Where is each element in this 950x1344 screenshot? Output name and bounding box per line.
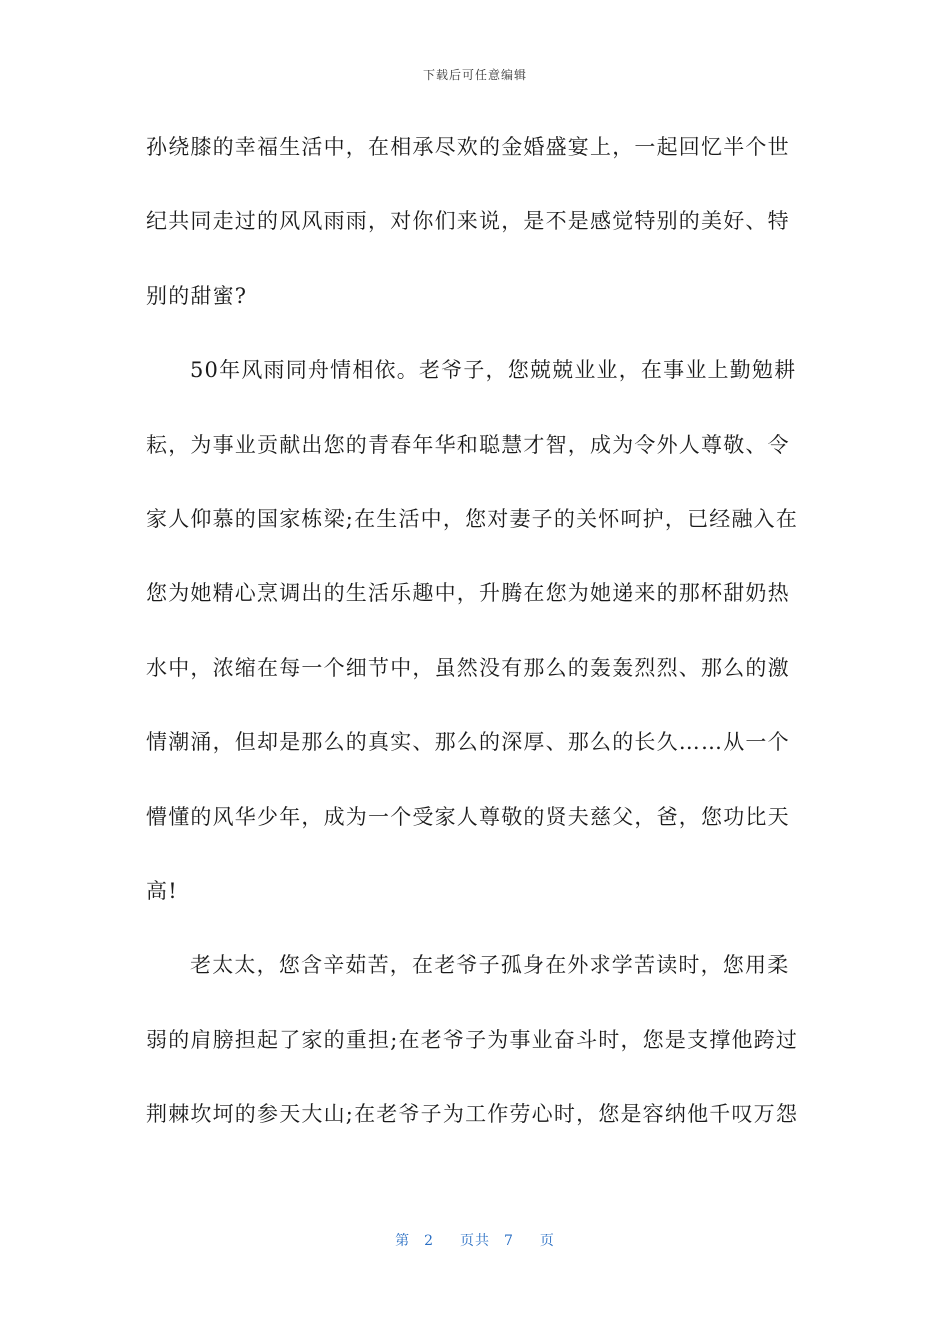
footer-prefix: 第 — [395, 1233, 411, 1249]
text-line: 家人仰慕的国家栋梁;在生活中，您对妻子的关怀呵护，已经融入在 — [146, 506, 799, 531]
body-text — [146, 125, 806, 1166]
text-line: 别的甜蜜? — [146, 283, 248, 308]
text-line: 弱的肩膀担起了家的重担;在老爷子为事业奋斗时，您是支撑他跨过 — [146, 1027, 799, 1052]
text-line: 孙绕膝的幸福生活中，在相承尽欢的金婚盛宴上，一起回忆半个世 — [146, 135, 790, 159]
text-line: 纪共同走过的风风雨雨，对你们来说，是不是感觉特别的美好、特 — [146, 209, 790, 234]
text-line: 荆棘坎坷的参天大山;在老爷子为工作劳心时，您是容纳他千叹万怨 — [146, 1102, 799, 1127]
footer-page-number: 2 — [424, 1233, 434, 1249]
text-line: 高! — [146, 878, 178, 903]
text-line: 您为她精心烹调出的生活乐趣中，升腾在您为她递来的那杯甜奶热 — [146, 581, 790, 606]
footer-middle: 页共 — [460, 1233, 490, 1249]
page-header: 下载后可任意编辑 — [422, 68, 527, 82]
text-line: 水中，浓缩在每一个细节中，虽然没有那么的轰轰烈烈、那么的激 — [146, 655, 790, 680]
footer-total-pages: 7 — [504, 1233, 514, 1249]
footer-suffix: 页 — [539, 1233, 555, 1249]
text-line: 耘，为事业贡献出您的青春年华和聪慧才智，成为令外人尊敬、令 — [146, 432, 790, 457]
text-line: 懵懂的风华少年，成为一个受家人尊敬的贤夫慈父，爸，您功比天 — [146, 804, 790, 829]
page-footer — [0, 1230, 950, 1250]
text-line: 情潮涌，但却是那么的真实、那么的深厚、那么的长久……从一个 — [146, 730, 790, 755]
text-line: 老太太，您含辛茹苦，在老爷子孤身在外求学苦读时，您用柔 — [190, 953, 790, 978]
text-line: 50年风雨同舟情相依。老爷子，您兢兢业业，在事业上勤勉耕 — [190, 358, 797, 383]
